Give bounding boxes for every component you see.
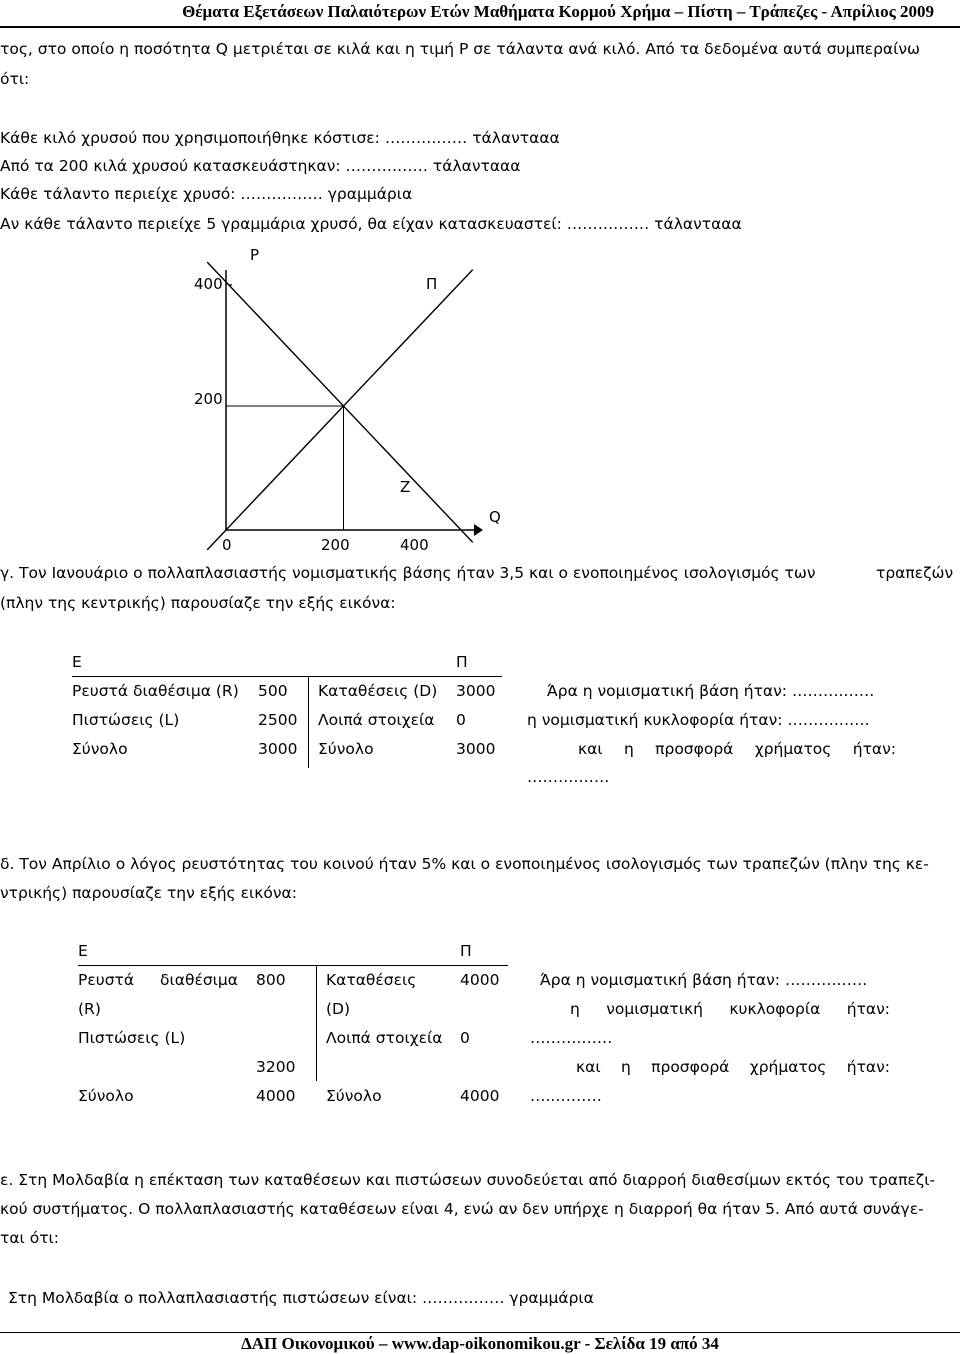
footer-rule — [0, 1332, 960, 1333]
answer-monetary-base-jan: Άρα η νομισματική βάση ήταν: ……….…… — [547, 682, 875, 700]
section-c-text-1-end: τραπεζών — [876, 564, 954, 582]
question-talents-made: Από τα 200 κιλά χρυσού κατασκευάστηκαν: ……….…… τάλαντααα — [0, 157, 521, 175]
table-cell: (R) — [78, 1000, 101, 1018]
curve-label-p: Π — [426, 275, 438, 293]
table-row: Σύνολο — [78, 1087, 134, 1105]
table-row: Πιστώσεις (L) — [72, 711, 180, 729]
table-cell: 800 — [256, 971, 286, 989]
answer-currency-apr-dots: ……….…… — [530, 1029, 613, 1047]
answer-money-supply-apr-dots: …..……… — [530, 1087, 602, 1105]
assets-header: Ε — [78, 942, 88, 960]
table-cell: 3200 — [256, 1058, 296, 1076]
x-axis-label: Q — [489, 508, 501, 526]
answer-money-supply-jan-dots: ……….…… — [527, 768, 610, 786]
question-five-grams: Αν κάθε τάλαντο περιείχε 5 γραμμάρια χρυσό, θα είχαν κατασκευαστεί: ……….…… τάλαντααα — [0, 215, 742, 233]
assets-header: Ε — [72, 653, 82, 671]
table-cell: Λοιπά στοιχεία — [326, 1029, 443, 1047]
table-cell: (D) — [326, 1000, 351, 1018]
table-cell: 3000 — [258, 740, 298, 758]
table-cell: 4000 — [460, 1087, 500, 1105]
y-tick-400: 400 - — [194, 275, 233, 293]
table-cell: Σύνολο — [318, 740, 374, 758]
intro-line-2: ότι: — [0, 70, 30, 88]
x-tick-400: 400 — [400, 536, 429, 554]
section-e-text-2: κού συστήματος. Ο πολλαπλασιαστής καταθέσεων είναι 4, ενώ αν δεν υπήρχε η διαρροή θα ήταν 5. Από αυτά συνάγε- — [0, 1200, 924, 1218]
table-cell: Σύνολο — [326, 1087, 382, 1105]
table-cell: 0 — [456, 711, 466, 729]
page-footer: ΔΑΠ Οικονομικού – www.dap-oikonomikou.gr - Σελίδα 19 από 34 — [241, 1334, 719, 1353]
section-e-text-3: ται ότι: — [0, 1229, 60, 1247]
table-cell: 500 — [258, 682, 288, 700]
liabilities-header: Π — [460, 942, 472, 960]
x-tick-0: 0 — [222, 536, 232, 554]
x-axis-arrow — [474, 524, 483, 536]
table-cell: 3000 — [456, 682, 496, 700]
table-row: Ρευστά διαθέσιμα (R) — [72, 682, 239, 700]
curve-label-z: Ζ — [400, 478, 411, 496]
table-cell: Καταθέσεις (D) — [318, 682, 438, 700]
header-rule — [0, 26, 960, 28]
table-cell: 4000 — [460, 971, 500, 989]
answer-money-supply-apr: και η προσφορά χρήματος ήταν: — [576, 1058, 890, 1076]
y-axis-label: P — [250, 246, 260, 264]
liabilities-header: Π — [456, 653, 468, 671]
answer-currency-apr: η νομισματική κυκλοφορία ήταν: — [570, 1000, 890, 1018]
curve-p — [207, 262, 473, 542]
answer-money-supply-jan: και η προσφορά χρήματος ήταν: — [578, 740, 896, 758]
table-top-rule — [72, 676, 502, 677]
answer-credit-multiplier: Στη Μολδαβία ο πολλαπλασιαστής πιστώσεων είναι: ……….…… γραμμάρια — [8, 1289, 594, 1307]
table-cell: 0 — [460, 1029, 470, 1047]
table-cell: Καταθέσεις — [326, 971, 417, 989]
table-row: Σύνολο — [72, 740, 128, 758]
question-gold-cost: Κάθε κιλό χρυσού που χρησιμοποιήθηκε κόστισε: ……….…… τάλαντααα — [0, 129, 560, 147]
section-d-text-1: δ. Τον Απρίλιο ο λόγος ρευστότητας του κοινού ήταν 5% και ο ενοποιημένος ισολογισμός των τραπεζών (πλην της κε- — [0, 855, 929, 873]
table-top-rule — [78, 965, 508, 966]
answer-currency-jan: η νομισματική κυκλοφορία ήταν: ……….…… — [527, 711, 870, 729]
curve-z — [207, 270, 473, 550]
table-cell: Λοιπά στοιχεία — [318, 711, 435, 729]
table-cell: 2500 — [258, 711, 298, 729]
table-row: Ρευστά διαθέσιμα — [78, 971, 238, 989]
table-divider — [308, 676, 309, 768]
table-cell: 4000 — [256, 1087, 296, 1105]
section-d-text-2: ντρικής) παρουσίαζε την εξής εικόνα: — [0, 884, 297, 902]
table-divider — [316, 965, 317, 1081]
table-cell: 3000 — [456, 740, 496, 758]
section-c-text-2: (πλην της κεντρικής) παρουσίαζε την εξής εικόνα: — [0, 594, 396, 612]
answer-monetary-base-apr: Άρα η νομισματική βάση ήταν: ……….…… — [540, 971, 868, 989]
question-gold-per-talent: Κάθε τάλαντο περιείχε χρυσό: ……….…… γραμμάρια — [0, 185, 413, 203]
y-tick-200: 200 — [194, 390, 223, 408]
gold-market-chart — [180, 238, 540, 558]
table-row: Πιστώσεις (L) — [78, 1029, 186, 1047]
section-e-text-1: ε. Στη Μολδαβία η επέκταση των καταθέσεων και πιστώσεων συνοδεύεται από διαρροή διαθεσίμων εκτός του τραπεζι- — [0, 1171, 936, 1189]
intro-line-1: τος, στο οποίο η ποσότητα Q μετριέται σε κιλά και η τιμή P σε τάλαντα ανά κιλό. Από τα δεδομένα αυτά συμπεραίνω — [0, 40, 921, 58]
page-header: Θέματα Εξετάσεων Παλαιότερων Ετών Μαθήματα Κορμού Χρήμα – Πίστη – Τράπεζες - Απρίλιος 2009 — [182, 2, 934, 21]
x-tick-200: 200 — [321, 536, 350, 554]
section-c-text-1: γ. Τον Ιανουάριο ο πολλαπλασιαστής νομισματικής βάσης ήταν 3,5 και ο ενοποιημένος ισολογισμός των — [0, 564, 816, 582]
